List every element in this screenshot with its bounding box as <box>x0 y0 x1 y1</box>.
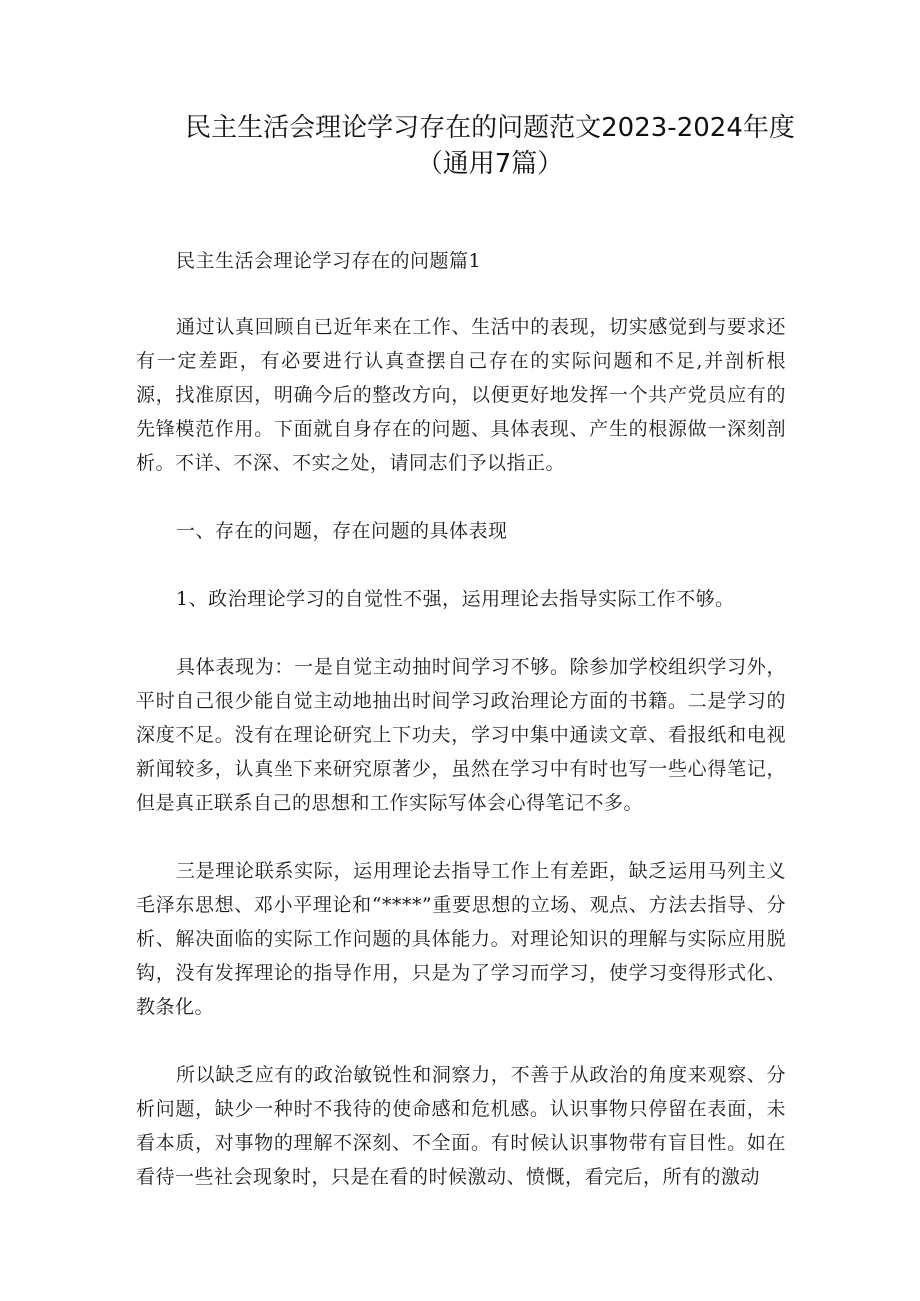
paragraph-intro: 通过认真回顾自已近年来在工作、生活中的表现，切实感觉到与要求还有一定差距，有必要进行认真查摆自己存在的实际问题和不足,并剖析根源，找准原因，明确今后的整改方向，以便更好地发挥一个共产党员应有的先锋模范作用。下面就自身存在的问题、具体表现、产生的根源做一深刻剖析。不详、不深、不实之处，请同志们予以指正。 <box>136 316 786 474</box>
paragraph-theory-practice: 三是理论联系实际，运用理论去指导工作上有差距，缺乏运用马列主义毛泽东思想、邓小平理论和“****”重要思想的立场、观点、方法去指导、分析、解决面临的实际工作问题的具体能力。对理论知识的理解与实际应用脱钩，没有发挥理论的指导作用，只是为了学习而学习，使学习变得形式化、教条化。 <box>136 860 786 1018</box>
section-title: 民主生活会理论学习存在的问题篇1 <box>176 250 482 272</box>
heading-political-study: 1、政治理论学习的自觉性不强，运用理论去指导实际工作不够。 <box>176 588 735 610</box>
paragraph-political-sensitivity: 所以缺乏应有的政治敏锐性和洞察力，不善于从政治的角度来观察、分析问题，缺少一种时不我待的使命感和危机感。认识事物只停留在表面，未看本质，对事物的理解不深刻、不全面。有时候认识事物带有盲目性。如在看待一些社会现象时，只是在看的时候激动、愤慨，看完后，所有的激动 <box>136 1064 786 1188</box>
document-subtitle: （通用7篇） <box>416 149 564 179</box>
document-title: 民主生活会理论学习存在的问题范文2023-2024年度 <box>185 113 795 143</box>
heading-problems: 一、存在的问题，存在问题的具体表现 <box>176 520 508 542</box>
paragraph-manifestations: 具体表现为：一是自觉主动抽时间学习不够。除参加学校组织学习外，平时自己很少能自觉主动地抽出时间学习政治理论方面的书籍。二是学习的深度不足。没有在理论研究上下功夫，学习中集中通读文章、看报纸和电视新闻较多，认真坐下来研究原著少，虽然在学习中有时也写一些心得笔记，但是真正联系自己的思想和工作实际写体会心得笔记不多。 <box>136 656 786 814</box>
